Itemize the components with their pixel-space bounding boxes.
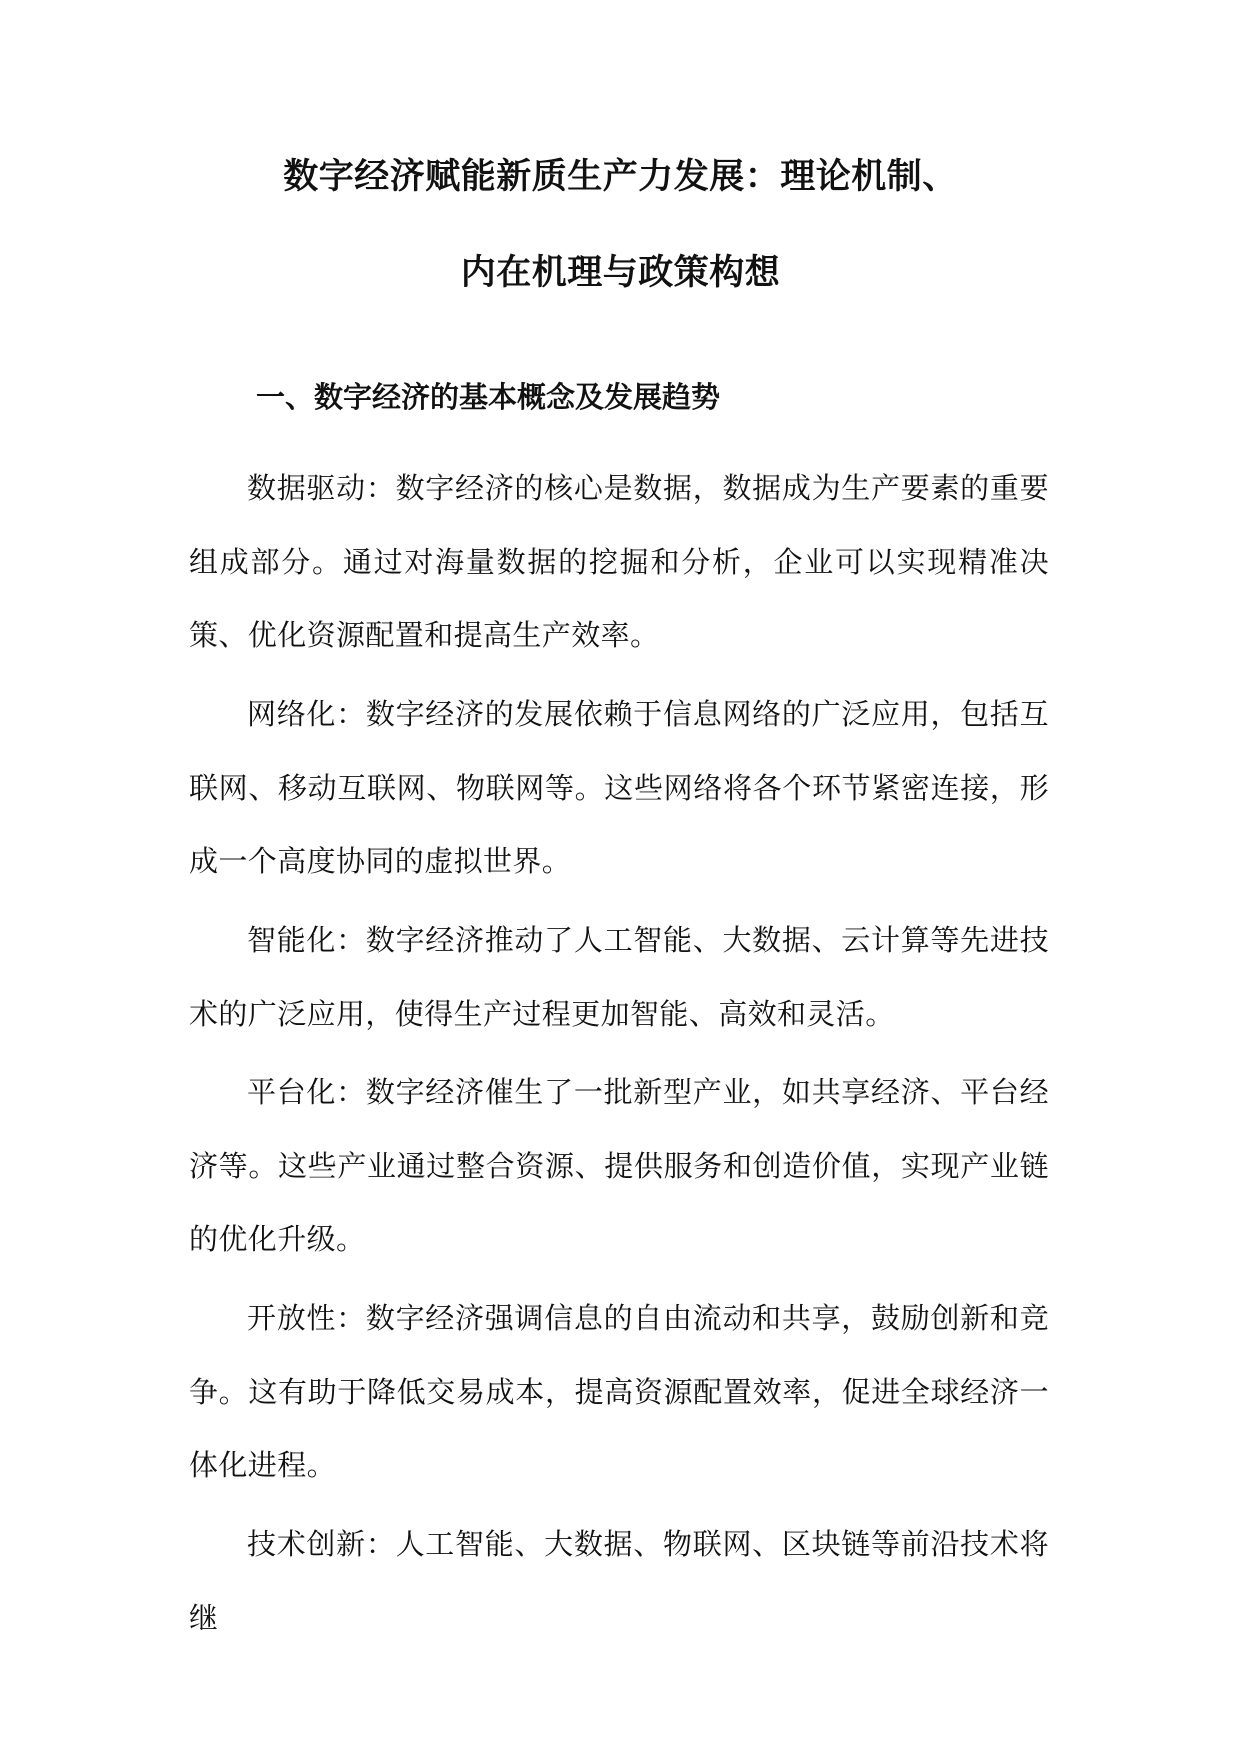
paragraph-platform: 平台化：数字经济催生了一批新型产业，如共享经济、平台经济等。这些产业通过整合资源、提供服务和创造价值，实现产业链的优化升级。 <box>189 1075 1049 1256</box>
paragraph-intelligent: 智能化：数字经济推动了人工智能、大数据、云计算等先进技术的广泛应用，使得生产过程更加智能、高效和灵活。 <box>189 923 1049 1031</box>
paragraph-data-driven: 数据驱动：数字经济的核心是数据，数据成为生产要素的重要组成部分。通过对海量数据的挖掘和分析，企业可以实现精准决策、优化资源配置和提高生产效率。 <box>189 471 1049 652</box>
paragraph-openness: 开放性：数字经济强调信息的自由流动和共享，鼓励创新和竞争。这有助于降低交易成本，提高资源配置效率，促进全球经济一体化进程。 <box>189 1301 1049 1482</box>
document-title-line-2: 内在机理与政策构想 <box>460 253 781 293</box>
document-title-line-1: 数字经济赋能新质生产力发展：理论机制、 <box>283 157 958 197</box>
section-heading: 一、数字经济的基本概念及发展趋势 <box>256 380 721 414</box>
paragraph-networked: 网络化：数字经济的发展依赖于信息网络的广泛应用，包括互联网、移动互联网、物联网等。这些网络将各个环节紧密连接，形成一个高度协同的虚拟世界。 <box>189 697 1049 878</box>
paragraph-tech-innovation: 技术创新：人工智能、大数据、物联网、区块链等前沿技术将继 <box>189 1527 1049 1635</box>
